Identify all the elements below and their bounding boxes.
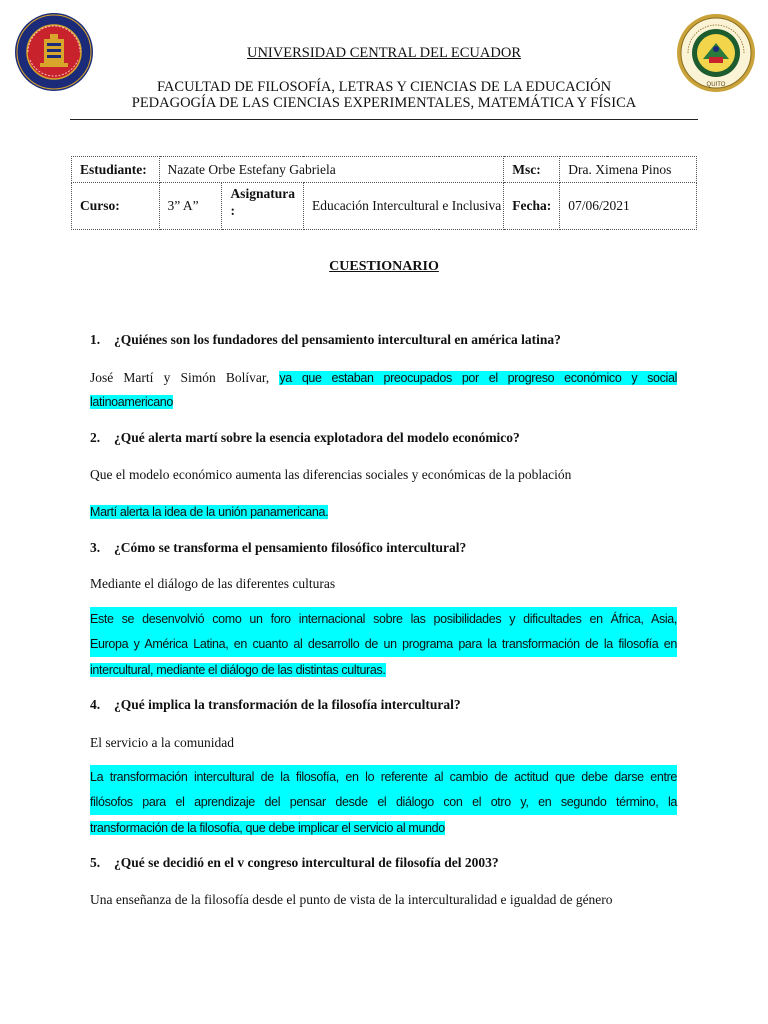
header-divider <box>70 119 698 120</box>
program-title: PEDAGOGÍA DE LAS CIENCIAS EXPERIMENTALES, MATEMÁTICA Y FÍSICA <box>131 95 637 111</box>
answer-4-highlight-line-3: transformación de la filosofía, que debe implicar el servicio al mundo <box>90 821 445 835</box>
subject-label: Asignatura : <box>222 183 304 230</box>
answer-4-highlight-line-1: La transformación intercultural de la filosofía, en lo referente al cambio de actitud que debe darse entre <box>90 765 677 790</box>
student-label: Estudiante: <box>72 157 160 183</box>
answer-4-plain: El servicio a la comunidad <box>90 735 234 750</box>
date-label: Fecha: <box>504 183 560 230</box>
answer-1-line-1: José Martí y Simón Bolívar, ya que estaban preocupados por el progreso económico y social <box>90 370 677 385</box>
subject-value: Educación Intercultural e Inclusiva <box>303 183 503 230</box>
answer-1-line-2: latinoamericano <box>90 395 173 409</box>
answer-4-highlight-line-2: filósofos para el aprendizaje del pensar desde el diálogo con el otro y, en segundo término, la <box>90 790 677 815</box>
teacher-value: Dra. Ximena Pinos <box>560 157 697 183</box>
university-title: UNIVERSIDAD CENTRAL DEL ECUADOR <box>246 45 521 61</box>
student-value: Nazate Orbe Estefany Gabriela <box>159 157 504 183</box>
answer-3-highlight-line-1: Este se desenvolvió como un foro internacional sobre las posibilidades y dificultades en África, Asia, <box>90 607 677 632</box>
faculty-title: FACULTAD DE FILOSOFÍA, LETRAS Y CIENCIAS DE LA EDUCACIÓN <box>156 79 612 95</box>
answer-2-highlight: Martí alerta la idea de la unión panamericana. <box>90 505 329 519</box>
teacher-label: Msc: <box>504 157 560 183</box>
questionnaire-title: CUESTIONARIO <box>329 259 439 274</box>
question-5: 5. ¿Qué se decidió en el v congreso intercultural de filosofía del 2003? <box>90 855 499 870</box>
answer-2-plain: Que el modelo económico aumenta las diferencias sociales y económicas de la población <box>90 467 572 482</box>
svg-text:QUITO: QUITO <box>706 82 726 88</box>
student-info-table <box>71 156 697 230</box>
answer-3-highlight-line-3: intercultural, mediante el diálogo de las distintas culturas. <box>90 663 386 677</box>
date-value: 07/06/2021 <box>560 183 697 230</box>
answer-5-plain: Una enseñanza de la filosofía desde el punto de vista de la interculturalidad e igualdad de género <box>90 892 613 907</box>
course-value: 3” A” <box>159 183 222 230</box>
question-3: 3. ¿Cómo se transforma el pensamiento filosófico intercultural? <box>90 540 467 555</box>
question-2: 2. ¿Qué alerta martí sobre la esencia explotadora del modelo económico? <box>90 430 520 445</box>
question-4: 4. ¿Qué implica la transformación de la filosofía intercultural? <box>90 697 461 712</box>
answer-3-plain: Mediante el diálogo de las diferentes culturas <box>90 576 336 591</box>
answer-3-highlight-line-2: Europa y América Latina, en cuanto al desarrollo de un programa para la transformación de la filosofía en <box>90 632 677 657</box>
course-label: Curso: <box>72 183 160 230</box>
question-1: 1. ¿Quiénes son los fundadores del pensamiento intercultural en américa latina? <box>90 332 561 347</box>
